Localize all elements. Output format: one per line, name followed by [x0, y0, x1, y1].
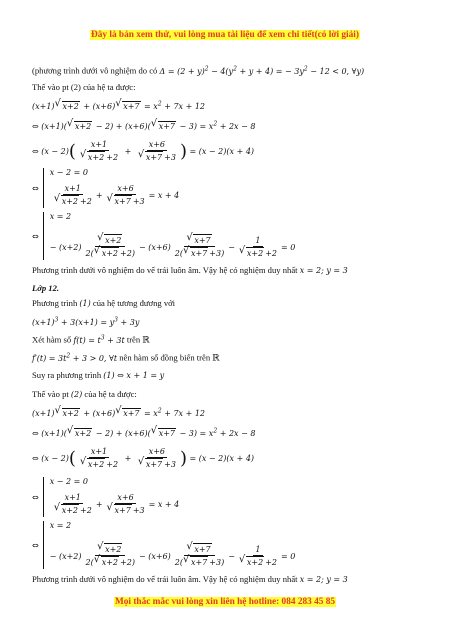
- equation-5: ⇔ (x+1)(√ x+2 − 2) + (x+6)(√ $x+7 - 3) = x^2 + 2x - 8$: [32, 426, 255, 439]
- section-heading: Lớp 12.: [32, 283, 60, 293]
- preview-notice-banner: Đây là bản xem thử, vui lòng mua tài liệu để xem chi tiết(có lời giải): [91, 30, 359, 40]
- system-3: ⇔ x − 2 = 0 x+1 √ x+2 +2 + x+6 √ x+7 +3 = x + 4: [32, 477, 179, 517]
- equation-4: (x+1)√ x+2 + (x+6)√ $x+7 = x^2 + 7x + 12$: [32, 406, 205, 419]
- derivative-line: $f'(t) = 3t^2 + 3 > 0$, ∀t nên hàm số đồng biến trên ℝ: [32, 352, 220, 363]
- system-2: ⇔ x = 2 − (x+2) √ $\frac{x+2}{2(√ x+2 +2)}$ − (x+6) √ $\frac{x+7}{2(√ x+7 +3)}$ − 1 √ x+2 +2 = 0: [32, 212, 295, 260]
- no-solution-note: (phương trình dưới vô nghiệm do có $\Delta = (2 + y)^2 - 4(y^2 + y + 4)$ = − $3y^2 - 12 < 0$, ∀y): [32, 65, 365, 76]
- substitute-line-2: Thế vào pt (2) của hệ ta được:: [32, 389, 137, 399]
- equiv-line: Phương trình (1) của hệ tương đương với: [32, 298, 176, 308]
- conclusion-1: Phương trình dưới vô nghiệm do vế trái luôn âm. Vậy hệ có nghiệm duy nhất x = 2; y = 3: [32, 265, 348, 275]
- equation-6: ⇔ (x − 2)( x+1 √ x+2 +2 + x+6 √ x+7 +3 ) = (x − 2)(x + 4): [32, 446, 254, 471]
- equation-1: (x+1)√ x+2 + (x+6)√ $x+7 = x^2 + 7x + 12$: [32, 99, 205, 112]
- hotline-banner: Mọi thắc mắc vui lòng xin liên hệ hotline: 084 283 45 85: [114, 597, 336, 607]
- function-line: Xét hàm số $f(t) = t^3 + 3t$ trên ℝ: [32, 334, 150, 345]
- system-1: ⇔ x − 2 = 0 x+1 √ x+2 +2 + x+6 √ x+7 +3 = x + 4: [32, 168, 179, 208]
- system-4: ⇔ x = 2 − (x+2) √ $\frac{x+2}{2(√ x+2 +2)}$ − (x+6) √ $\frac{x+7}{2(√ x+7 +3)}$ − 1 √ x+2 +2 = 0: [32, 521, 295, 569]
- substitute-line: Thế vào pt (2) của hệ ta được:: [32, 82, 136, 92]
- deduce-line: Suy ra phương trình (1) ⇔ x + 1 = y: [32, 370, 165, 380]
- equation-2: ⇔ (x+1)(√ x+2 − 2) + (x+6)(√ $x+7 - 3) = x^2 + 2x - 8$: [32, 119, 255, 132]
- equation-3: ⇔ (x − 2)( x+1 √ x+2 +2 + x+6 √ x+7 +3 ) = (x − 2)(x + 4): [32, 139, 254, 164]
- conclusion-2: Phương trình dưới vô nghiệm do vế trái luôn âm. Vậy hệ có nghiệm duy nhất x = 2; y = 3: [32, 574, 348, 584]
- equation-cubic: $(x+1)^3 + 3(x+1) = y^3 + 3y$: [32, 316, 140, 327]
